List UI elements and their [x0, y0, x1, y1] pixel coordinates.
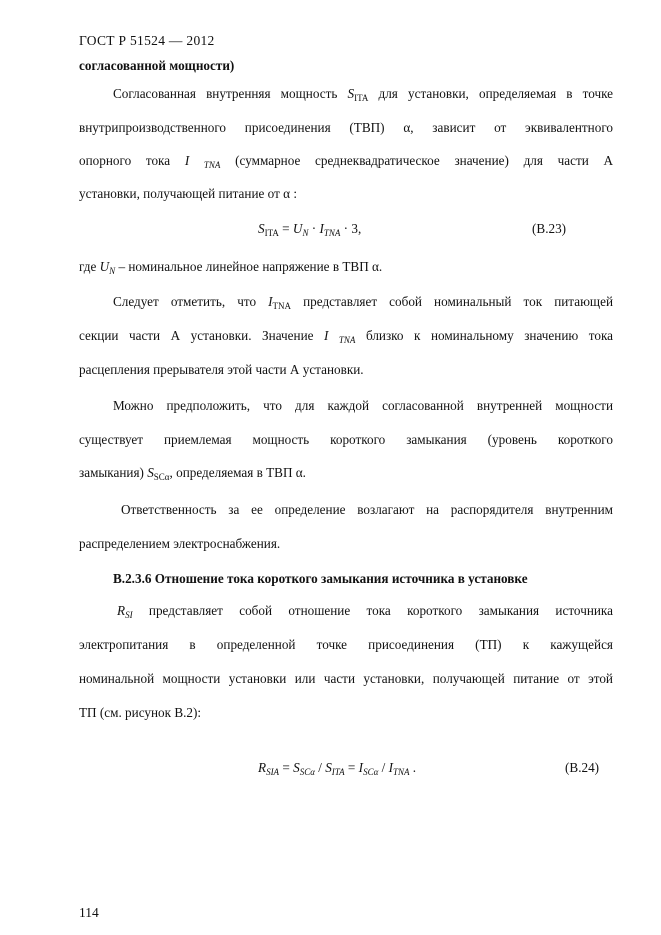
symbol-subscript: TNA	[203, 160, 221, 170]
formula-b24-number: (B.24)	[565, 760, 600, 775]
symbol-subscript: N	[109, 266, 116, 276]
where-prefix: где	[79, 259, 97, 274]
text-fragment: , определяемая в ТВП α.	[169, 465, 306, 480]
paragraph-2-line-1	[79, 294, 613, 310]
formula-operator: ·	[308, 221, 320, 236]
symbol-letter: S	[347, 86, 355, 101]
symbol-i-tna	[185, 153, 221, 168]
paragraph-1-line-4: установки, получающей питание от α :	[79, 186, 298, 201]
formula-operator: /	[378, 760, 389, 775]
formula-symbol: U	[292, 221, 303, 236]
text-fragment: для установки, определяемая в точке	[378, 86, 614, 101]
where-line	[79, 259, 382, 275]
paragraph-3-line-3	[79, 465, 306, 481]
formula-subscript: SCα	[363, 767, 379, 777]
symbol-letter: I	[268, 294, 273, 309]
symbol-letter: S	[147, 465, 154, 480]
paragraph-4-line-2: распределением электроснабжения.	[79, 536, 281, 551]
paragraph-1-line-1	[79, 86, 613, 102]
paragraph-2-line-2	[79, 328, 613, 344]
formula-operator: =	[279, 760, 294, 775]
paragraph-4-line-1: Ответственность за ее определение возлагают на распорядителя внутренним	[121, 502, 613, 517]
text-fragment: (суммарное среднеквадратическое значение) для части А	[235, 153, 614, 168]
symbol-subscript: ITA	[354, 93, 369, 103]
standard-header: ГОСТ Р 51524 — 2012	[79, 33, 215, 48]
formula-symbol: I	[358, 760, 364, 775]
text-fragment: замыкания)	[79, 465, 144, 480]
formula-tail: · 3,	[340, 221, 362, 236]
paragraph-1-line-3	[79, 153, 613, 169]
formula-symbol: S	[258, 221, 265, 236]
formula-symbol: R	[258, 760, 267, 775]
page-number: 114	[79, 905, 99, 920]
formula-subscript: SCα	[299, 767, 315, 777]
formula-symbol: S	[293, 760, 300, 775]
formula-symbol: I	[319, 221, 324, 236]
paragraph-2-line-3: расцепления прерывателя этой части А установки.	[79, 362, 364, 377]
section-heading-b236: B.2.3.6 Отношение тока короткого замыкания источника в установке	[113, 571, 528, 586]
symbol-subscript: SCα	[153, 472, 170, 482]
symbol-letter: R	[117, 603, 126, 618]
formula-subscript: SIA	[266, 767, 280, 777]
formula-subscript: ITA	[331, 767, 345, 777]
formula-subscript: TNA	[392, 767, 410, 777]
paragraph-5-line-4: ТП (см. рисунок B.2):	[79, 705, 202, 720]
formula-tail: .	[409, 760, 417, 775]
formula-symbol: S	[325, 760, 332, 775]
symbol-subscript: SI	[125, 610, 133, 620]
text-fragment: Согласованная внутренняя мощность	[113, 86, 338, 101]
paragraph-3-line-2: существует приемлемая мощность короткого замыкания (уровень короткого	[79, 432, 613, 447]
formula-operator: =	[278, 221, 293, 236]
symbol-subscript: TNA	[338, 335, 356, 345]
text-fragment: представляет собой номинальный ток питающей	[303, 294, 613, 309]
paragraph-5-line-1	[79, 603, 613, 619]
paragraph-1-line-2: внутрипроизводственного присоединения (ТВП) α, зависит от эквивалентного	[79, 120, 613, 135]
symbol-s-ita	[348, 86, 369, 101]
paragraph-3-line-1: Можно предположить, что для каждой согласованной внутренней мощности	[113, 398, 613, 413]
symbol-r-si	[117, 603, 133, 618]
symbol-letter: I	[184, 153, 190, 168]
paragraph-5-line-2: электропитания в определенной точке присоединения (ТП) к кажущейся	[79, 637, 613, 652]
formula-symbol: I	[388, 760, 393, 775]
section-title-tail: согласованной мощности)	[79, 58, 235, 73]
formula-operator: =	[344, 760, 359, 775]
symbol-subscript: TNA	[272, 301, 292, 311]
formula-subscript: TNA	[323, 228, 341, 238]
formula-b24	[258, 760, 416, 776]
text-fragment: опорного тока	[79, 153, 171, 168]
paragraph-5-line-3: номинальной мощности установки или части установки, получающей питание от этой	[79, 671, 613, 686]
symbol-letter: U	[99, 259, 110, 274]
text-fragment: близко к номинальному значению тока	[365, 328, 614, 343]
symbol-i-tna	[324, 328, 355, 343]
formula-operator: /	[314, 760, 326, 775]
where-text: – номинальное линейное напряжение в ТВП α.	[118, 259, 383, 274]
text-fragment: секции части А установки. Значение	[79, 328, 314, 343]
symbol-i-tna	[268, 294, 291, 309]
text-fragment: Следует отметить, что	[113, 294, 257, 309]
symbol-letter: I	[324, 328, 329, 343]
formula-b23	[258, 221, 361, 237]
formula-b23-number: (B.23)	[532, 221, 567, 236]
formula-subscript: N	[302, 228, 309, 238]
text-fragment: представляет собой отношение тока короткого замыкания источника	[148, 603, 613, 618]
formula-subscript: ITA	[264, 228, 279, 238]
